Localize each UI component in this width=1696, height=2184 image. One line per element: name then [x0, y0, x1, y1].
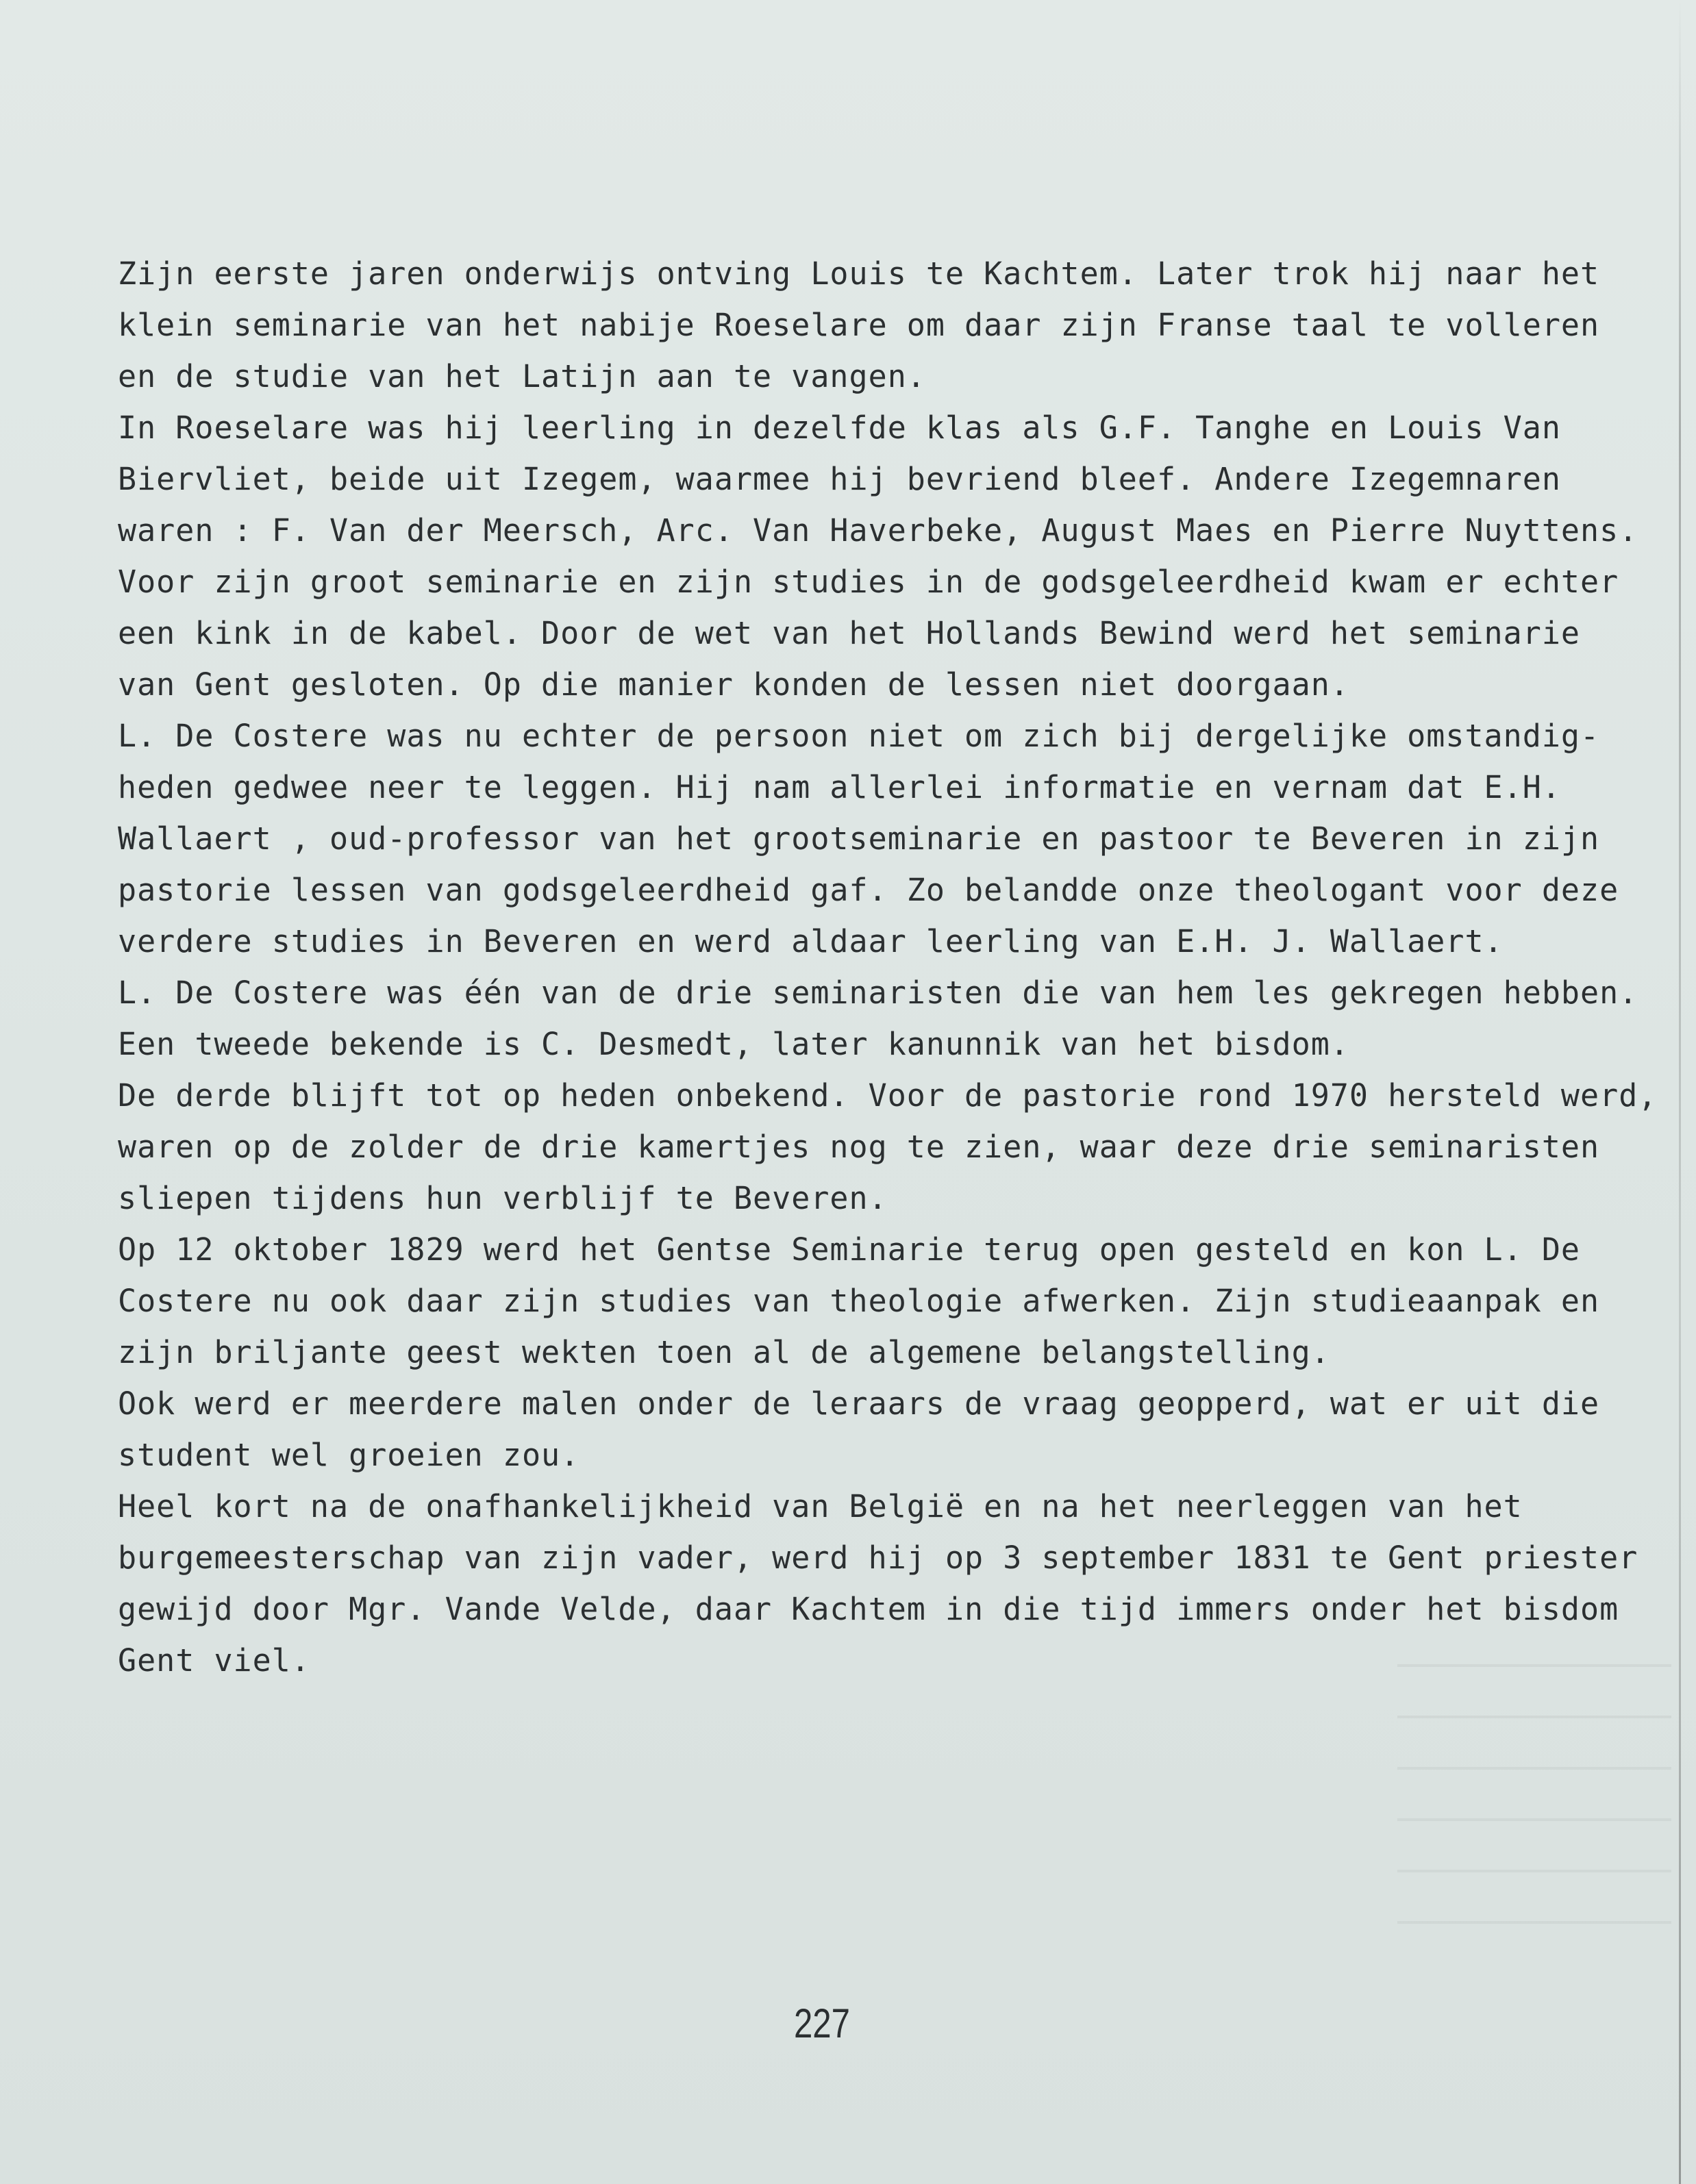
text-line: Wallaert , oud-professor van het grootseminarie en pastoor te Beveren in zijn: [118, 820, 1600, 857]
text-line: verdere studies in Beveren en werd aldaar leerling van E.H. J. Wallaert.: [118, 923, 1504, 959]
text-line: waren op de zolder de drie kamertjes nog te zien, waar deze drie seminaristen: [118, 1129, 1600, 1165]
text-line: Voor zijn groot seminarie en zijn studies in de godsgeleerdheid kwam er echter: [118, 564, 1619, 600]
text-line: L. De Costere was nu echter de persoon niet om zich bij dergelijke omstandig-: [118, 718, 1600, 754]
text-line: L. De Costere was één van de drie seminaristen die van hem les gekregen hebben.: [118, 975, 1638, 1011]
bleed-through-shadow: [1397, 1664, 1671, 1952]
page-edge-shadow: [1679, 0, 1681, 2184]
text-line: een kink in de kabel. Door de wet van het Hollands Bewind werd het seminarie: [118, 615, 1581, 651]
text-line: zijn briljante geest wekten toen al de algemene belangstelling.: [118, 1334, 1330, 1370]
text-line: Op 12 oktober 1829 werd het Gentse Seminarie terug open gesteld en kon L. De: [118, 1231, 1581, 1268]
text-line: waren : F. Van der Meersch, Arc. Van Haverbeke, August Maes en Pierre Nuyttens.: [118, 512, 1638, 549]
text-line: Heel kort na de onafhankelijkheid van België en na het neerleggen van het: [118, 1488, 1523, 1524]
page-number: 227: [793, 2000, 851, 2046]
text-line: Zijn eerste jaren onderwijs ontving Louis te Kachtem. Later trok hij naar het: [118, 255, 1600, 292]
text-line: Biervliet, beide uit Izegem, waarmee hij bevriend bleef. Andere Izegemnaren: [118, 461, 1561, 497]
text-line: student wel groeien zou.: [118, 1437, 580, 1473]
text-line: heden gedwee neer te leggen. Hij nam allerlei informatie en vernam dat E.H.: [118, 769, 1561, 805]
text-line: Een tweede bekende is C. Desmedt, later kanunnik van het bisdom.: [118, 1026, 1349, 1062]
text-line: Ook werd er meerdere malen onder de leraars de vraag geopperd, wat er uit die: [118, 1385, 1600, 1422]
text-line: gewijd door Mgr. Vande Velde, daar Kachtem in die tijd immers onder het bisdom: [118, 1591, 1619, 1627]
text-line: In Roeselare was hij leerling in dezelfde klas als G.F. Tanghe en Louis Van: [118, 410, 1561, 446]
body-text: [118, 248, 1658, 1686]
text-line: pastorie lessen van godsgeleerdheid gaf. Zo belandde onze theologant voor deze: [118, 872, 1619, 908]
text-line: van Gent gesloten. Op die manier konden de lessen niet doorgaan.: [118, 666, 1349, 703]
text-line: Gent viel.: [118, 1642, 310, 1679]
text-line: en de studie van het Latijn aan te vangen.: [118, 358, 926, 394]
text-line: burgemeesterschap van zijn vader, werd hij op 3 september 1831 te Gent priester: [118, 1540, 1638, 1576]
text-line: Costere nu ook daar zijn studies van theologie afwerken. Zijn studieaanpak en: [118, 1283, 1600, 1319]
text-line: sliepen tijdens hun verblijf te Beveren.: [118, 1180, 888, 1216]
text-line: De derde blijft tot op heden onbekend. Voor de pastorie rond 1970 hersteld werd,: [118, 1077, 1658, 1114]
text-line: klein seminarie van het nabije Roeselare om daar zijn Franse taal te volleren: [118, 307, 1600, 343]
